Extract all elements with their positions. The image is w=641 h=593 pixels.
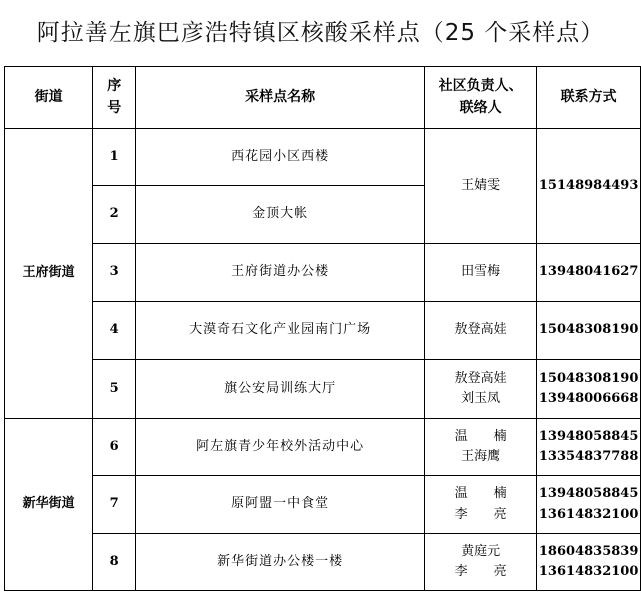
site-name: 王府街道办公楼 xyxy=(136,244,425,302)
phone-line: 13614832100 xyxy=(538,506,639,522)
site-name: 旗公安局训练大厅 xyxy=(136,360,425,419)
table-row xyxy=(5,360,641,419)
table-row xyxy=(5,419,641,476)
header-contact-line2: 联络人 xyxy=(459,99,502,116)
header-site: 采样点名称 xyxy=(136,67,425,129)
contact-cell xyxy=(425,360,537,419)
header-street: 街道 xyxy=(5,67,93,129)
phone-cell xyxy=(537,419,641,476)
site-name: 西花园小区西楼 xyxy=(136,129,425,186)
site-name: 阿左旗青少年校外活动中心 xyxy=(136,419,425,476)
phone-cell: 15048308190 xyxy=(537,302,641,360)
table-row xyxy=(5,534,641,591)
phone-cell xyxy=(537,360,641,419)
site-name: 金顶大帐 xyxy=(136,186,425,244)
header-contact xyxy=(425,67,537,129)
header-seq-line2: 号 xyxy=(107,99,122,116)
contact-line: 黄庭元 xyxy=(461,543,501,559)
site-name: 大漠奇石文化产业园南门广场 xyxy=(136,302,425,360)
table-header-row xyxy=(5,67,641,129)
phone-line: 13948006668 xyxy=(538,391,639,406)
phone-line: 13354837788 xyxy=(538,449,639,464)
row-number: 7 xyxy=(93,476,136,534)
contact-cell xyxy=(425,534,537,591)
contact-cell xyxy=(425,476,537,534)
header-seq-line1: 序 xyxy=(107,77,122,94)
phone-cell xyxy=(537,534,641,591)
phone-cell xyxy=(537,476,641,534)
phone-cell: 15148984493 xyxy=(537,129,641,244)
contact-line: 敖登高娃 xyxy=(454,370,507,386)
row-number: 4 xyxy=(93,302,136,360)
contact-cell: 田雪梅 xyxy=(425,244,537,302)
page-title: 阿拉善左旗巴彦浩特镇区核酸采样点（25 个采样点） xyxy=(36,20,605,46)
table-row xyxy=(5,244,641,302)
row-number: 2 xyxy=(93,186,136,244)
row-number: 1 xyxy=(93,129,136,186)
row-number: 8 xyxy=(93,534,136,591)
row-number: 3 xyxy=(93,244,136,302)
contact-line: 李 亮 xyxy=(454,564,507,579)
contact-line: 温 楠 xyxy=(454,486,507,502)
contact-cell: 敖登高娃 xyxy=(425,302,537,360)
table-row xyxy=(5,129,641,186)
sampling-sites-table xyxy=(4,66,641,591)
street-cell: 新华街道 xyxy=(5,419,93,591)
contact-cell xyxy=(425,419,537,476)
header-contact-line1: 社区负责人、 xyxy=(438,77,523,94)
phone-cell: 13948041627 xyxy=(537,244,641,302)
street-cell: 王府街道 xyxy=(5,129,93,419)
site-name: 原阿盟一中食堂 xyxy=(136,476,425,534)
header-seq xyxy=(93,67,136,129)
header-phone: 联系方式 xyxy=(537,67,641,129)
phone-line: 13948058845 xyxy=(538,486,639,502)
contact-line: 刘玉凤 xyxy=(461,391,501,406)
row-number: 6 xyxy=(93,419,136,476)
phone-line: 13948058845 xyxy=(538,428,639,444)
table-row xyxy=(5,302,641,360)
contact-line: 李 亮 xyxy=(454,506,507,522)
row-number: 5 xyxy=(93,360,136,419)
phone-line: 13614832100 xyxy=(538,564,639,579)
phone-line: 18604835839 xyxy=(538,543,639,559)
site-name: 新华街道办公楼一楼 xyxy=(136,534,425,591)
contact-cell: 王婧雯 xyxy=(425,129,537,244)
contact-line: 王海鹰 xyxy=(461,449,501,464)
phone-line: 15048308190 xyxy=(538,370,639,386)
table-row xyxy=(5,476,641,534)
contact-line: 温 楠 xyxy=(454,428,507,444)
